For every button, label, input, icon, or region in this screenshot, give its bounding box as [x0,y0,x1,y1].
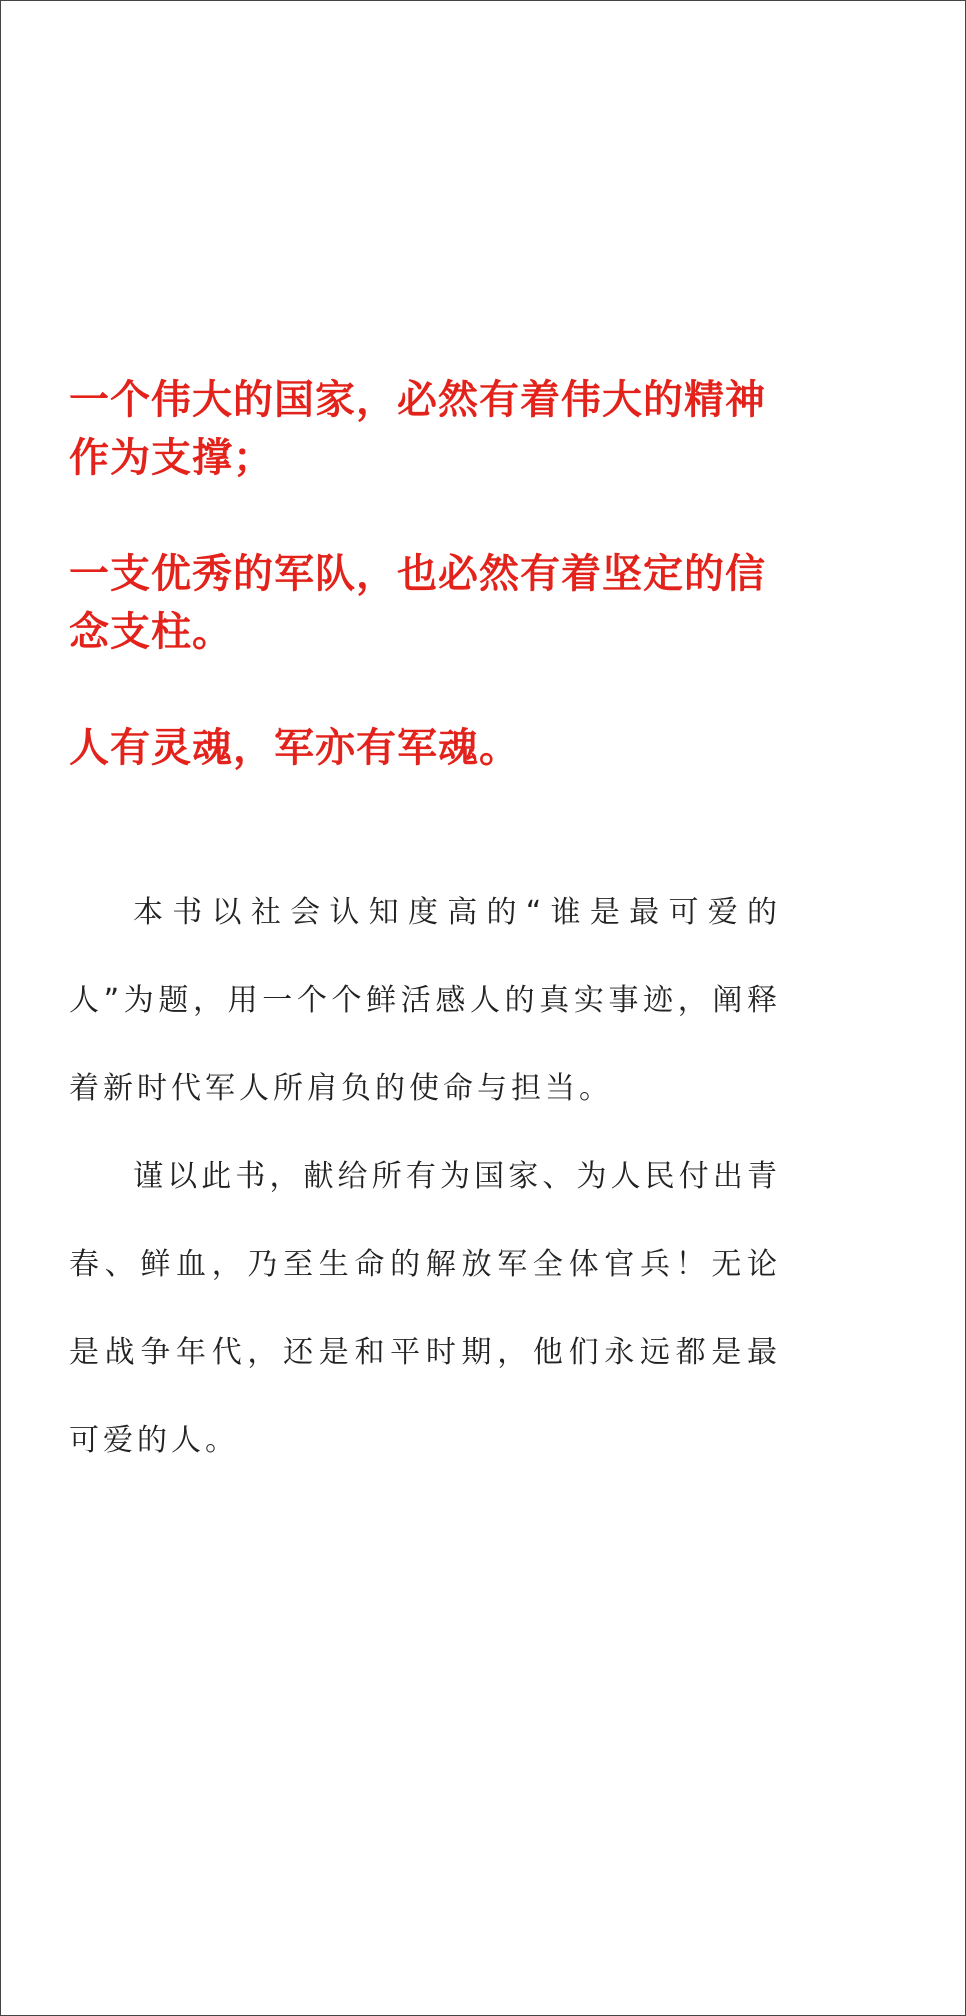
body-text-block [69,869,781,1485]
body-paragraph-2: 谨以此书，献给所有为国家、为人民付出青春、鲜血，乃至生命的解放军全体官兵！无论是战争年代，还是和平时期，他们永远都是最可爱的人。 [69,1159,781,1458]
headline-block [69,371,781,777]
body-paragraph-1: 本书以社会认知度高的“谁是最可爱的人”为题，用一个个鲜活感人的真实事迹，阐释着新时代军人所肩负的使命与担当。 [69,895,781,1106]
headline-paragraph-1: 一个伟大的国家，必然有着伟大的精神作为支撑； [69,376,766,481]
headline-paragraph-3: 人有灵魂，军亦有军魂。 [69,724,520,771]
headline-paragraph-2: 一支优秀的军队，也必然有着坚定的信念支柱。 [69,550,766,655]
